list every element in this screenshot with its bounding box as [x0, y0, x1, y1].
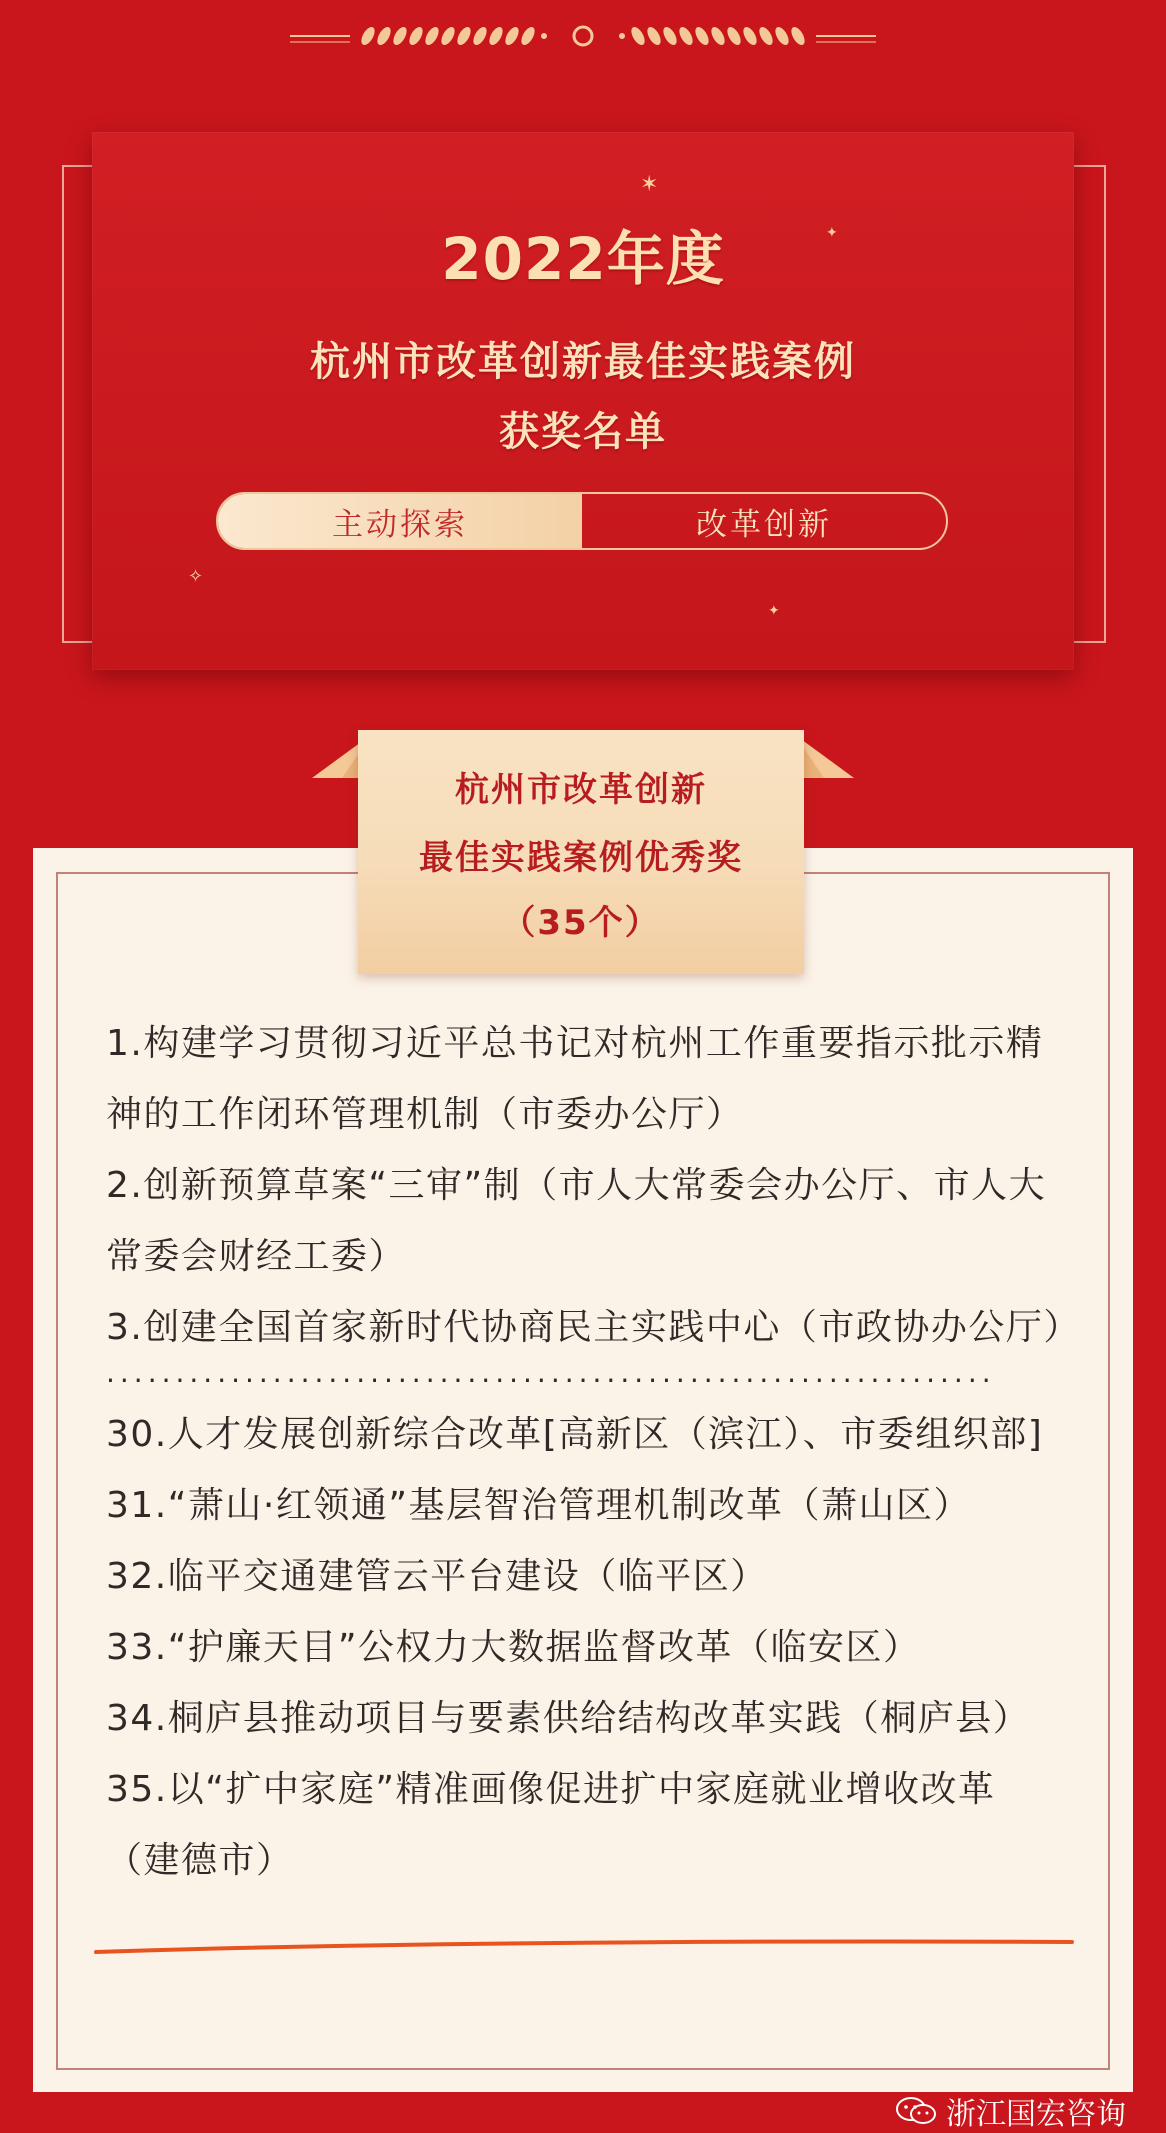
- list-item-highlighted: 35.以“扩中家庭”精准画像促进扩中家庭就业增收改革（建德市）: [106, 1769, 996, 1881]
- footer-brand-name: 浙江国宏咨询: [946, 2097, 1126, 2132]
- list-item: 1.构建学习贯彻习近平总书记对杭州工作重要指示批示精神的工作闭环管理机制（市委办公厅）: [106, 1023, 1044, 1135]
- award-count: （35个）: [501, 903, 661, 943]
- sparkle-icon: ✦: [826, 225, 838, 241]
- footer-brand: [894, 2096, 1126, 2132]
- highlight-underline: [94, 1934, 1074, 1960]
- list-item: 30.人才发展创新综合改革[高新区（滨江）、市委组织部]: [106, 1414, 1044, 1455]
- award-title-line1: 杭州市改革创新: [455, 770, 707, 810]
- award-title-box: [358, 730, 804, 974]
- wheat-ornament-icon: [290, 16, 876, 56]
- list-item: 3.创建全国首家新时代协商民主实践中心（市政协办公厅）: [106, 1307, 1081, 1348]
- header-year: 2022年度: [441, 225, 725, 293]
- wechat-icon: [894, 2096, 938, 2126]
- list-item: 2.创新预算草案“三审”制（市人大常委会办公厅、市人大常委会财经工委）: [106, 1165, 1047, 1277]
- tab-switch[interactable]: [216, 492, 948, 550]
- tab-active-exploration[interactable]: 主动探索: [218, 494, 582, 548]
- list-item: 33.“护廉天目”公权力大数据监督改革（临安区）: [106, 1627, 921, 1668]
- sparkle-icon: ✧: [188, 566, 204, 587]
- sparkle-icon: ✦: [768, 603, 780, 619]
- header-subtitle: 获奖名单: [499, 409, 667, 455]
- sparkle-icon: ✶: [640, 172, 659, 197]
- award-list: [106, 1008, 1081, 1896]
- header-title: 杭州市改革创新最佳实践案例: [310, 339, 856, 385]
- list-item: 32.临平交通建管云平台建设（临平区）: [106, 1556, 768, 1597]
- tab-reform-innovation[interactable]: 改革创新: [696, 506, 832, 543]
- list-ellipsis: ································································: [106, 1364, 996, 1397]
- award-title-line2: 最佳实践案例优秀奖: [419, 838, 743, 878]
- list-item: 34.桐庐县推动项目与要素供给结构改革实践（桐庐县）: [106, 1698, 1031, 1739]
- list-item: 31.“萧山·红领通”基层智治管理机制改革（萧山区）: [106, 1485, 971, 1526]
